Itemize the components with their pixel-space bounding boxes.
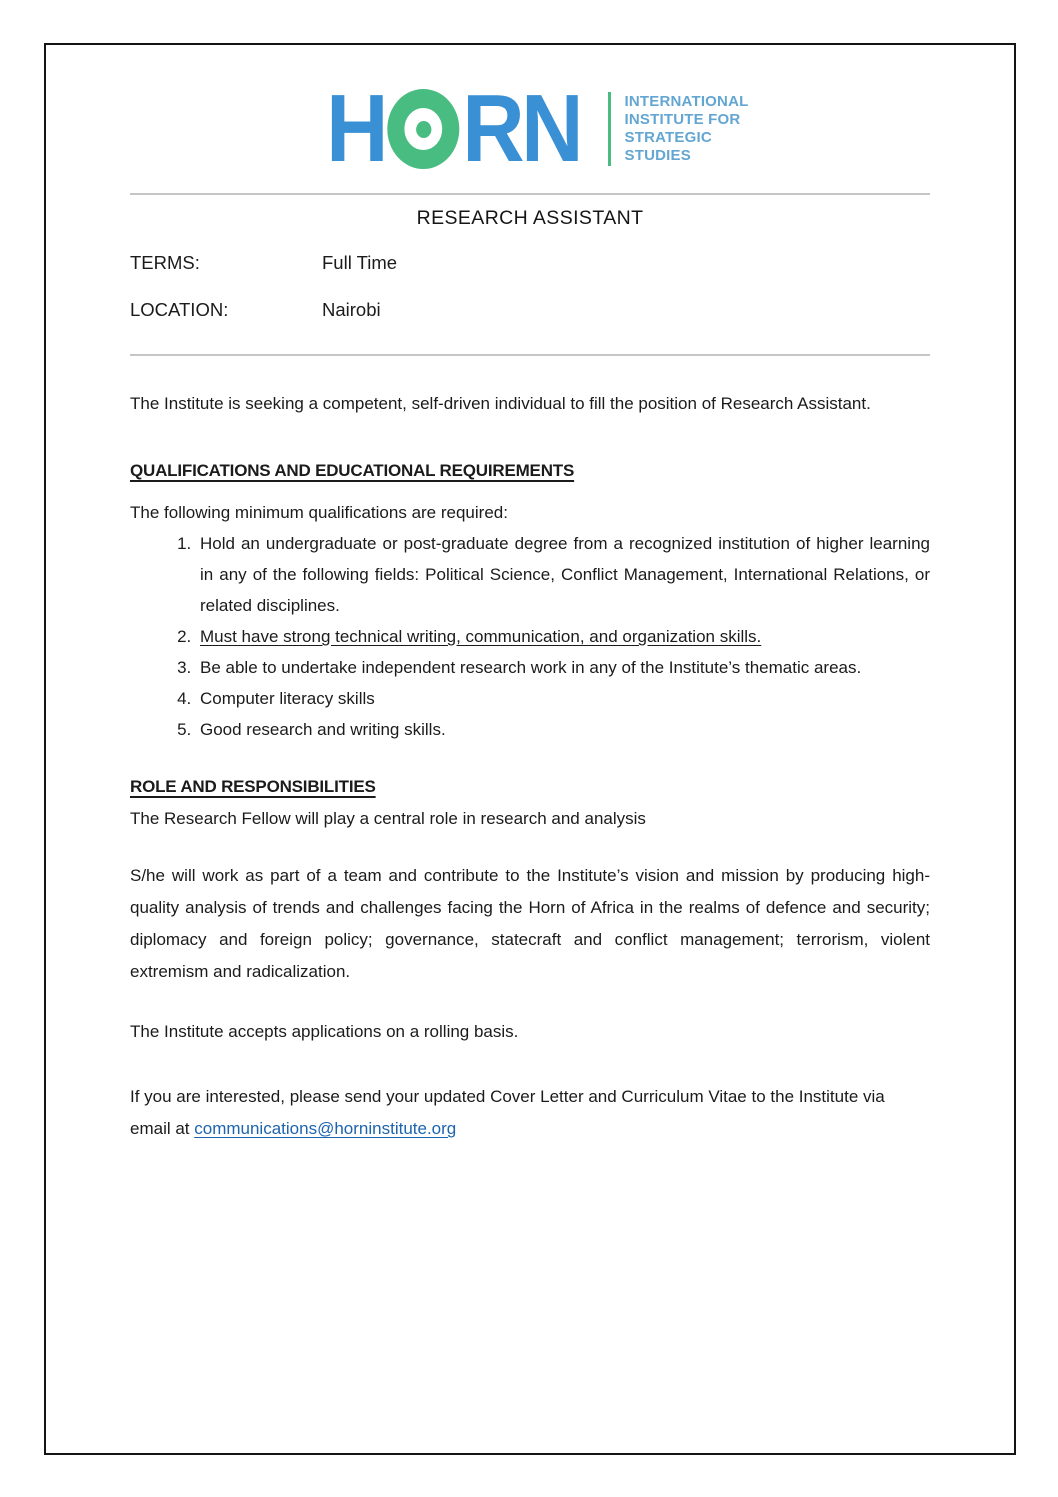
intro-paragraph: The Institute is seeking a competent, self-driven individual to fill the position of Research Assistant. [130,394,871,413]
header-bottom-divider [130,354,930,356]
horn-letters-rn: RN [461,74,580,182]
tagline-line-1: INTERNATIONAL [624,93,749,110]
qualification-item: 3. Be able to undertake independent research work in any of the Institute’s thematic areas. [196,652,930,683]
tagline-line-3: STRATEGIC [624,129,712,146]
job-meta [130,252,930,321]
qualifications-heading: QUALIFICATIONS AND EDUCATIONAL REQUIREMENTS [130,461,575,480]
horn-letter-h: H [325,74,385,182]
role-body-paragraph: S/he will work as part of a team and contribute to the Institute’s vision and mission by producing high-quality analysis of trends and challenges facing the Horn of Africa in the realms of defence and security; diplomacy and foreign policy; governance, statecraft and conflict management; terrorism, violent extremism and radicalization. [130,866,930,981]
logo-tagline [625,93,749,165]
horn-wordmark [325,74,580,182]
role-heading: ROLE AND RESPONSIBILITIES [130,777,376,796]
tagline-line-2: INSTITUTE FOR [624,111,741,128]
location-row [130,299,930,321]
qualification-item: 5. Good research and writing skills. [196,714,930,745]
location-value: Nairobi [322,299,381,320]
qualifications-lead: The following minimum qualifications are required: [130,503,508,522]
closing-text: If you are interested, please send your updated Cover Letter and Curriculum Vitae to the Institute via email at [130,1087,885,1138]
job-title: RESEARCH ASSISTANT [416,207,644,229]
qualification-item: 1. Hold an undergraduate or post-graduate degree from a recognized institution of higher learning in any of the following fields: Political Science, Conflict Management, International Relations, or related disciplines. [196,528,930,621]
qualification-item: 4. Computer literacy skills [196,683,930,714]
horn-o-center-dot [415,121,430,138]
logo-vertical-divider [608,92,611,166]
role-lead: The Research Fellow will play a central role in research and analysis [130,809,646,828]
rolling-basis-paragraph: The Institute accepts applications on a rolling basis. [130,1022,519,1041]
qualification-item: 2. Must have strong technical writing, communication, and organization skills. [196,621,930,652]
header-top-divider [130,193,930,195]
contact-email-link[interactable]: communications@horninstitute.org [194,1119,457,1138]
document-page-border [44,43,1016,1455]
location-label: LOCATION: [130,299,229,320]
document-content [46,74,1014,1145]
horn-letter-o-target-icon [387,89,459,169]
terms-label: TERMS: [130,252,200,273]
qualifications-list [130,528,930,745]
terms-value: Full Time [322,252,398,273]
tagline-line-4: STUDIES [624,147,691,164]
terms-row [130,252,930,274]
horn-institute-logo [130,74,930,182]
closing-paragraph [130,1081,930,1145]
